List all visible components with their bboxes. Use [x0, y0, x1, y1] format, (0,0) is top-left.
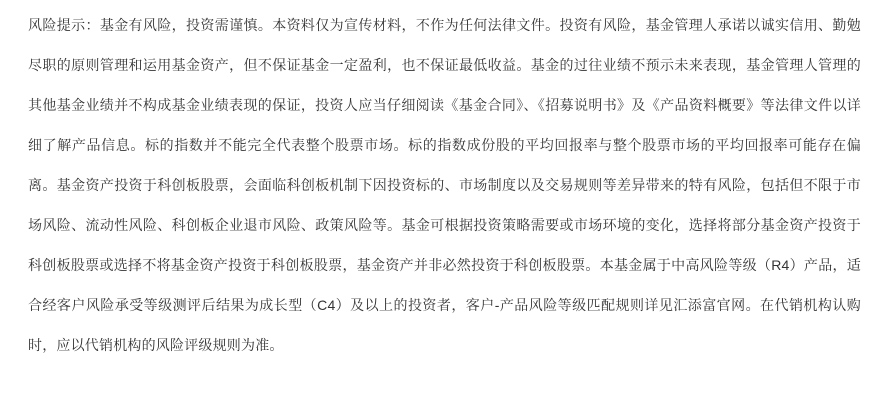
risk-disclaimer-text: 风险提示：基金有风险，投资需谨慎。本资料仅为宣传材料，不作为任何法律文件。投资有风险，基金管理人承诺以诚实信用、勤勉尽职的原则管理和运用基金资产，但不保证基金一定盈利，也不保证最低收益。基金的过往业绩不预示未来表现，基金管理人管理的其他基金业绩并不构成基金业绩表现的保证，投资人应当仔细阅读《基金合同》、《招募说明书》及《产品资料概要》等法律文件以详细了解产品信息。标的指数并不能完全代表整个股票市场。标的指数成份股的平均回报率与整个股票市场的平均回报率可能存在偏离。基金资产投资于科创板股票，会面临科创板机制下因投资标的、市场制度以及交易规则等差异带来的特有风险，包括但不限于市场风险、流动性风险、科创板企业退市风险、政策风险等。基金可根据投资策略需要或市场环境的变化，选择将部分基金资产投资于科创板股票或选择不将基金资产投资于科创板股票，基金资产并非必然投资于科创板股票。本基金属于中高风险等级（R4）产品，适合经客户风险承受等级测评后结果为成长型（C4）及以上的投资者，客户-产品风险等级匹配规则详见汇添富官网。在代销机构认购时，应以代销机构的风险评级规则为准。 — [28, 17, 861, 353]
